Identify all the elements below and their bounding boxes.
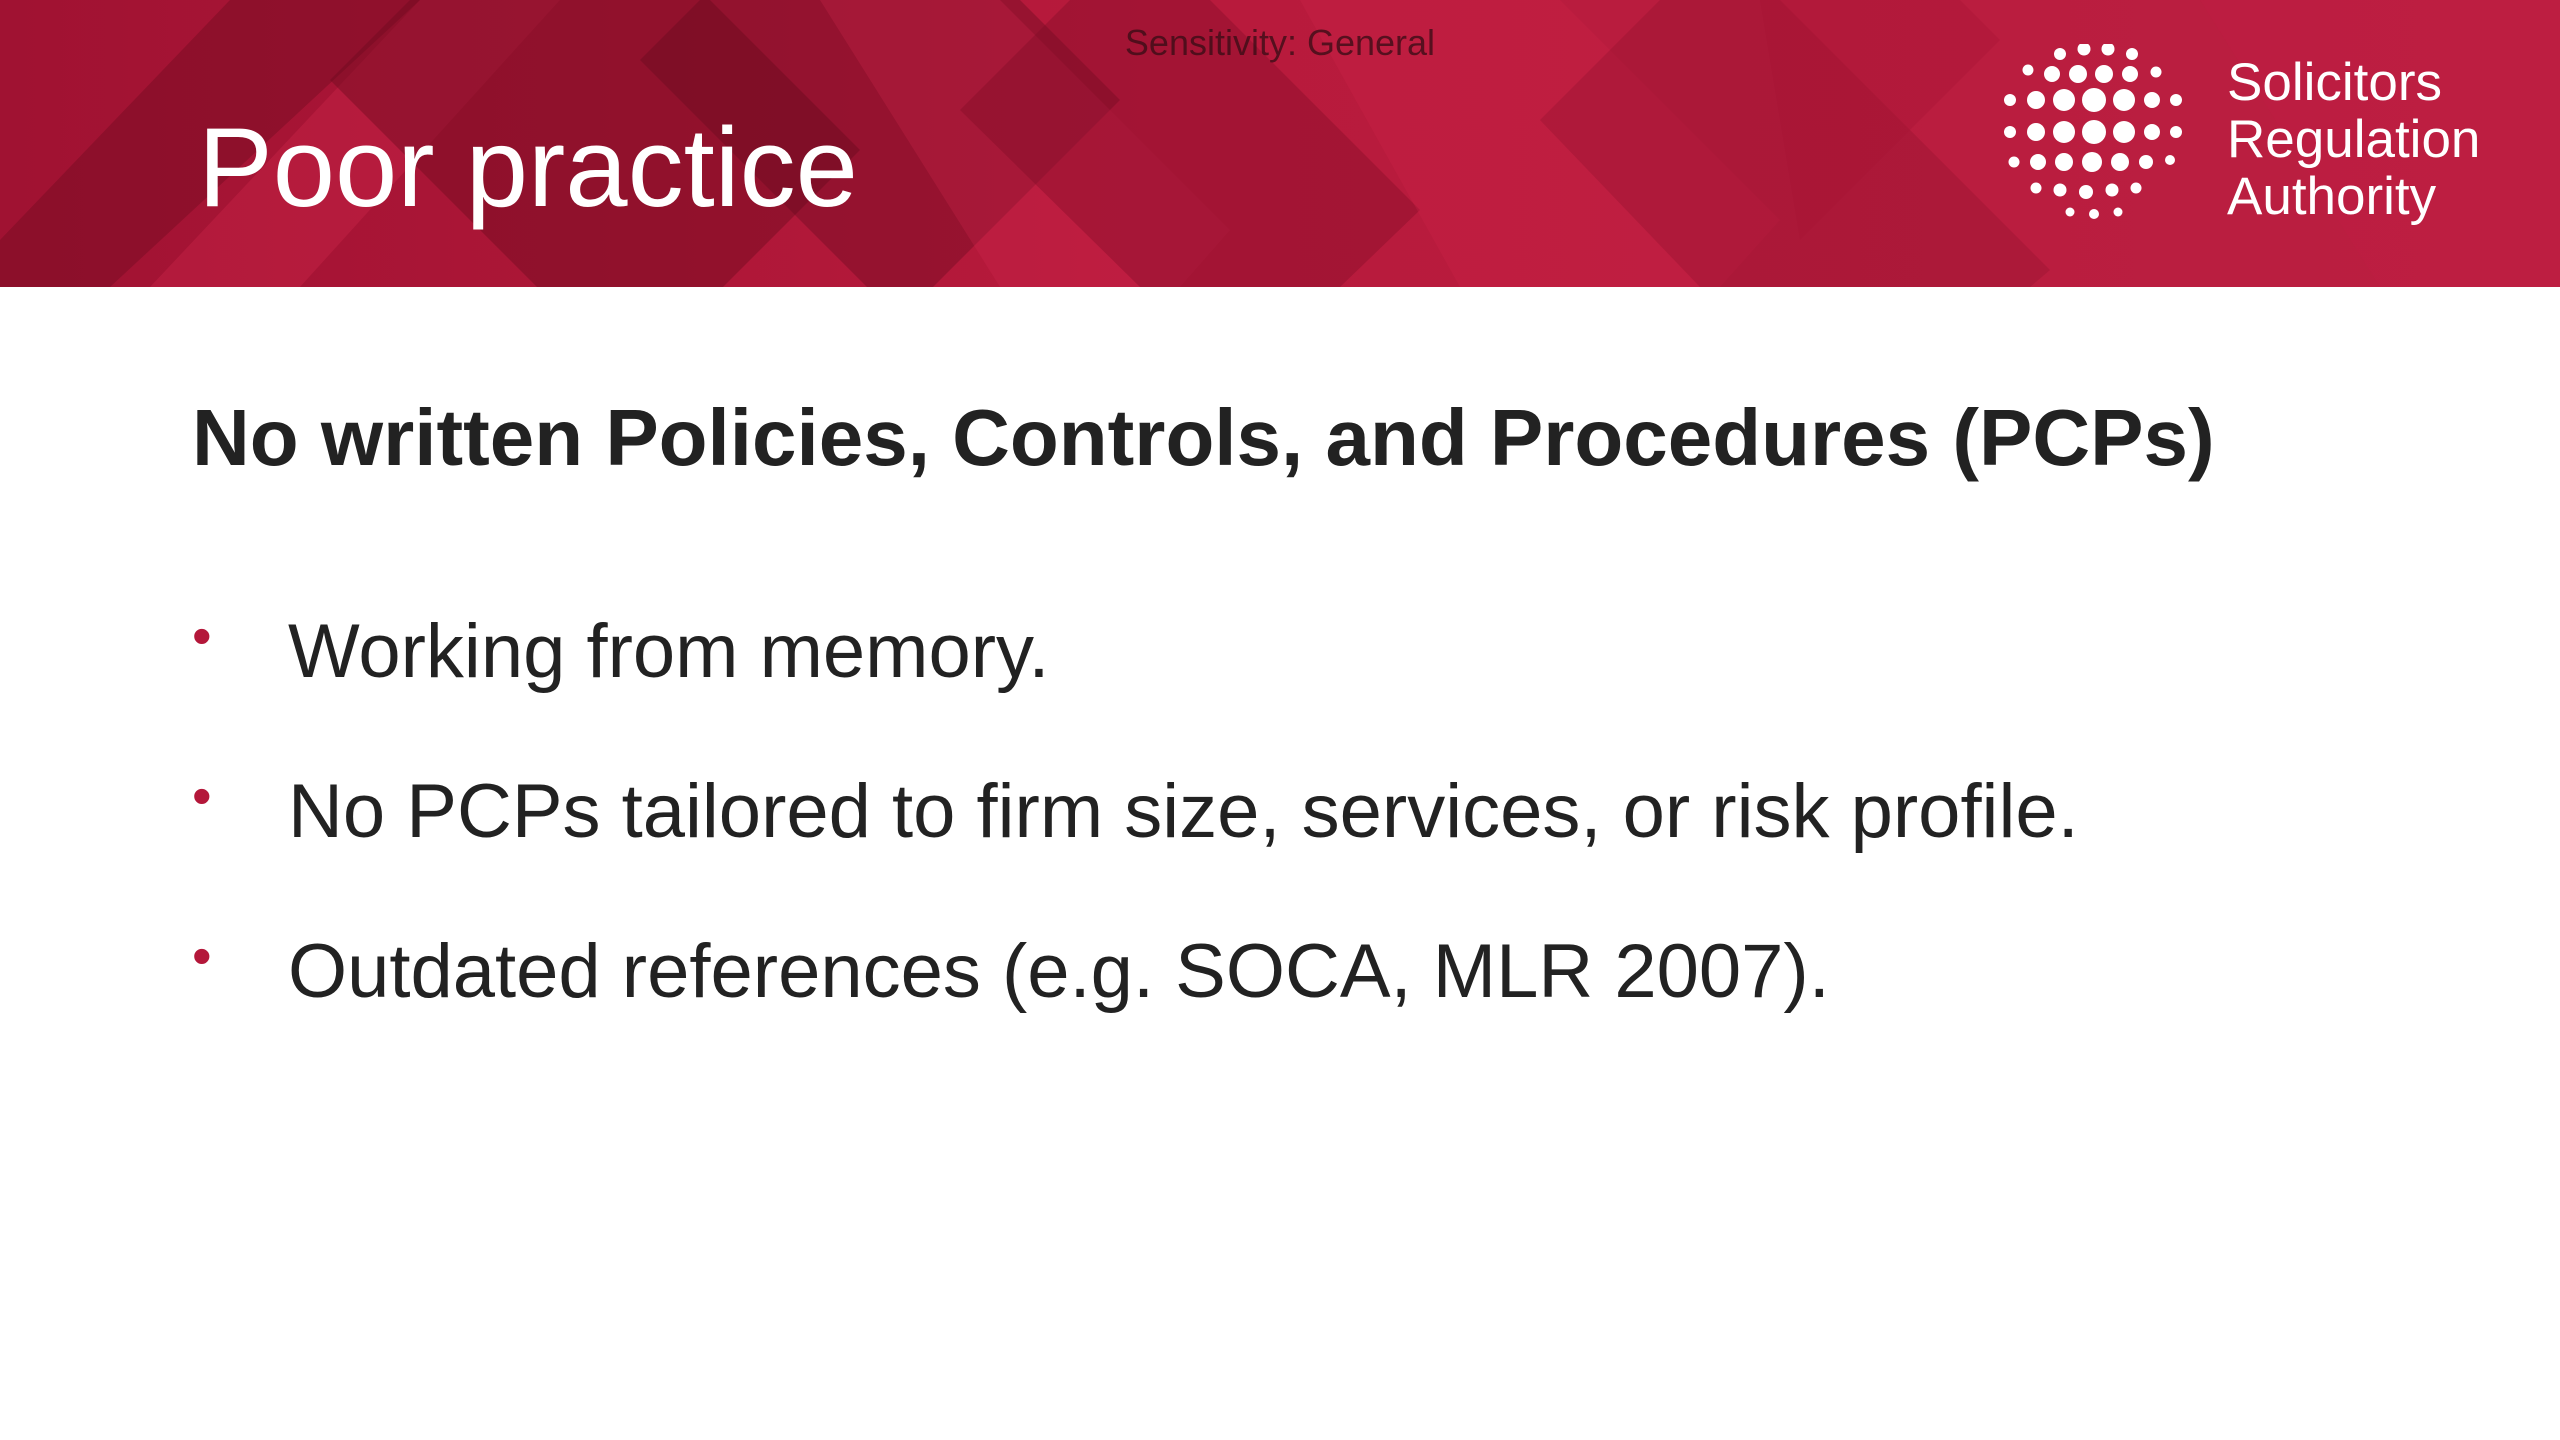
sra-logo [2000, 44, 2500, 244]
bullet-text: No PCPs tailored to firm size, services, or risk profile. [288, 769, 2079, 854]
logo-line-1: Solicitors [2227, 53, 2443, 112]
bullet-icon: • [192, 924, 212, 987]
bullet-text: Working from memory. [288, 609, 1050, 694]
logo-line-2: Regulation [2227, 110, 2481, 169]
content-heading: No written Policies, Controls, and Procedures (PCPs) [192, 393, 2215, 482]
bullet-icon: • [192, 764, 212, 827]
logo-line-3: Authority [2227, 167, 2437, 226]
sensitivity-label: Sensitivity: General [1124, 22, 1436, 63]
header-banner [0, 0, 2560, 287]
dotted-circle-logo-icon [2000, 44, 2200, 244]
bullet-text: Outdated references (e.g. SOCA, MLR 2007). [288, 929, 1830, 1014]
bullet-icon: • [192, 604, 212, 667]
slide-title: Poor practice [198, 105, 858, 230]
logo-wordmark [2227, 54, 2480, 225]
